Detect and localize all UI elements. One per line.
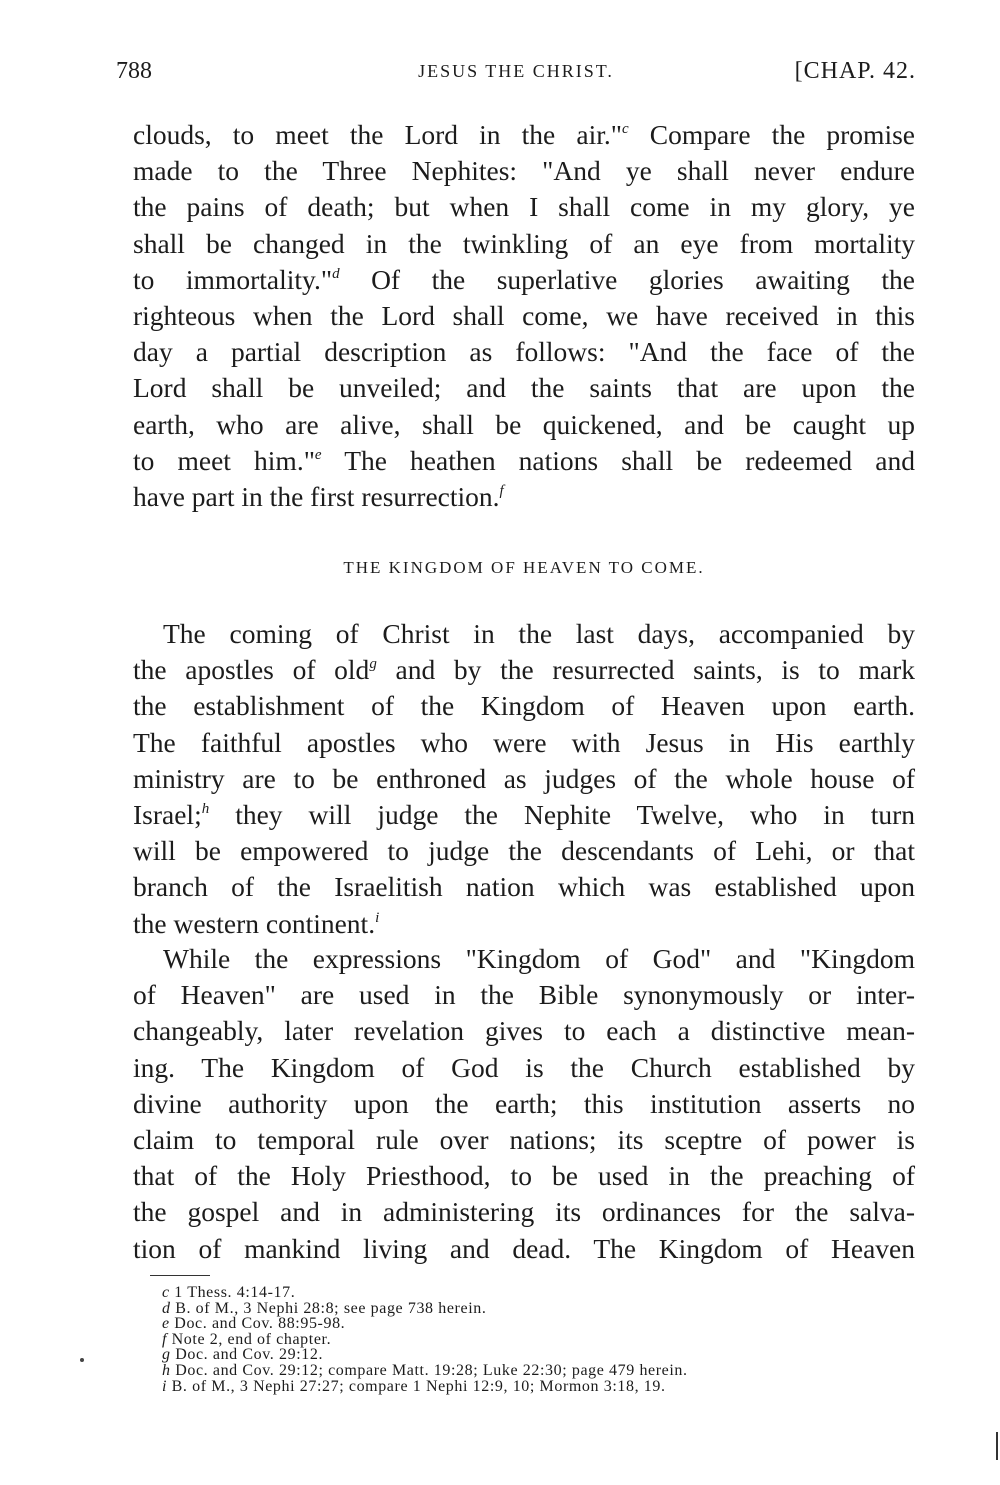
footnote-ref-g: g: [369, 656, 377, 673]
text-line: ing. The Kingdom of God is the Church established by: [133, 1051, 915, 1083]
text-line: Lord shall be unveiled; and the saints that are upon the: [133, 372, 915, 404]
footnote: g Doc. and Cov. 29:12.: [162, 1346, 324, 1364]
text-line: the apostles of old$^g$ and by the resurrected saints, is to mark: [133, 654, 915, 686]
footnote-ref-e: e: [314, 446, 322, 463]
page-edge-mark: [996, 1432, 998, 1460]
text-line: tion of mankind living and dead. The Kingdom of Heaven: [133, 1232, 915, 1264]
chapter-label: [CHAP. 42.: [794, 58, 916, 84]
margin-speck: [80, 1358, 84, 1362]
text-line: ministry are to be enthroned as judges of the whole house of: [133, 762, 915, 794]
text-line: the pains of death; but when I shall come in my glory, ye: [133, 191, 915, 223]
text-line: While the expressions "Kingdom of God" and "Kingdom: [163, 943, 915, 974]
text-line: Israel;$^h$ they will judge the Nephite Twelve, who in turn: [133, 799, 915, 831]
text-line: branch of the Israelitish nation which was established upon: [133, 871, 915, 903]
paragraph-2: [133, 616, 915, 942]
text-line: will be empowered to judge the descendants of Lehi, or that: [133, 835, 915, 867]
text-line: to immortality."$^d$ Of the superlative glories awaiting the: [133, 263, 915, 295]
footnotes: [162, 1285, 922, 1394]
footnote-divider: [150, 1275, 210, 1276]
text-line: divine authority upon the earth; this institution asserts no: [133, 1087, 915, 1119]
page-number: 788: [116, 58, 152, 84]
text-line: that of the Holy Priesthood, to be used in the preaching of: [133, 1160, 915, 1192]
footnote-ref-i: i: [375, 909, 380, 926]
footnote-ref-f: f: [499, 483, 504, 500]
footnote: i B. of M., 3 Nephi 27:27; compare 1 Nephi 12:9, 10; Mormon 3:18, 19.: [162, 1377, 666, 1395]
text-line: the gospel and in administering its ordinances for the salva-: [133, 1196, 915, 1228]
footnote: f Note 2, end of chapter.: [162, 1330, 332, 1348]
text-line: The coming of Christ in the last days, accompanied by: [163, 618, 915, 649]
text-line: the western continent.$^i$: [133, 907, 380, 939]
footnote-ref-h: h: [201, 801, 210, 818]
text-line: of Heaven" are used in the Bible synonymously or inter-: [133, 979, 915, 1011]
paragraph-1: [133, 117, 915, 515]
footnote: e Doc. and Cov. 88:95-98.: [162, 1315, 346, 1333]
footnote: d B. of M., 3 Nephi 28:8; see page 738 herein.: [162, 1299, 487, 1317]
footnote: c 1 Thess. 4:14-17.: [162, 1284, 296, 1301]
text-line: shall be changed in the twinkling of an eye from mortality: [133, 227, 915, 259]
footnote: h Doc. and Cov. 29:12; compare Matt. 19:28; Luke 22:30; page 479 herein.: [162, 1361, 688, 1379]
text-line: the establishment of the Kingdom of Heaven upon earth.: [133, 690, 915, 722]
footnote-ref-d: d: [332, 265, 340, 282]
running-title: JESUS THE CHRIST.: [418, 61, 614, 81]
text-line: changeably, later revelation gives to each a distinctive mean-: [133, 1015, 915, 1047]
running-header: [116, 58, 916, 94]
text-line: clouds, to meet the Lord in the air."$^c$ Compare the promise: [133, 119, 915, 150]
text-line: have part in the first resurrection.$^f$: [133, 481, 504, 513]
text-line: The faithful apostles who were with Jesus in His earthly: [133, 726, 915, 758]
text-line: to meet him."$^e$ The heathen nations shall be redeemed and: [133, 444, 915, 476]
text-line: righteous when the Lord shall come, we have received in this: [133, 300, 915, 332]
footnote-ref-c: c: [621, 121, 629, 137]
section-heading: THE KINGDOM OF HEAVEN TO COME.: [343, 558, 705, 577]
text-line: earth, who are alive, shall be quickened, and be caught up: [133, 408, 915, 440]
text-line: day a partial description as follows: "And the face of the: [133, 336, 915, 368]
text-line: made to the Three Nephites: "And ye shall never endure: [133, 155, 915, 187]
paragraph-3: [133, 941, 915, 1267]
text-line: claim to temporal rule over nations; its sceptre of power is: [133, 1124, 915, 1156]
